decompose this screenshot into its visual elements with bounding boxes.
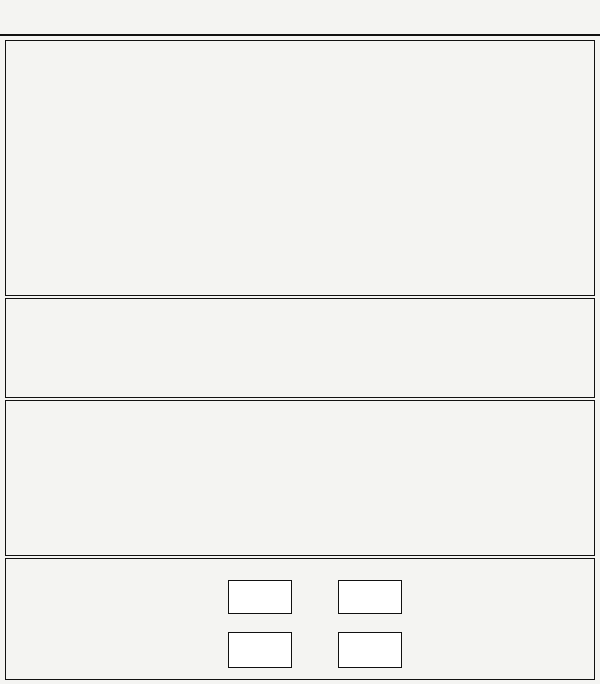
result-panel — [5, 558, 595, 680]
result-min-box[interactable] — [228, 580, 292, 614]
result-max-box[interactable] — [338, 580, 402, 614]
death-to-box[interactable] — [338, 632, 402, 668]
death-from-box[interactable] — [228, 632, 292, 668]
